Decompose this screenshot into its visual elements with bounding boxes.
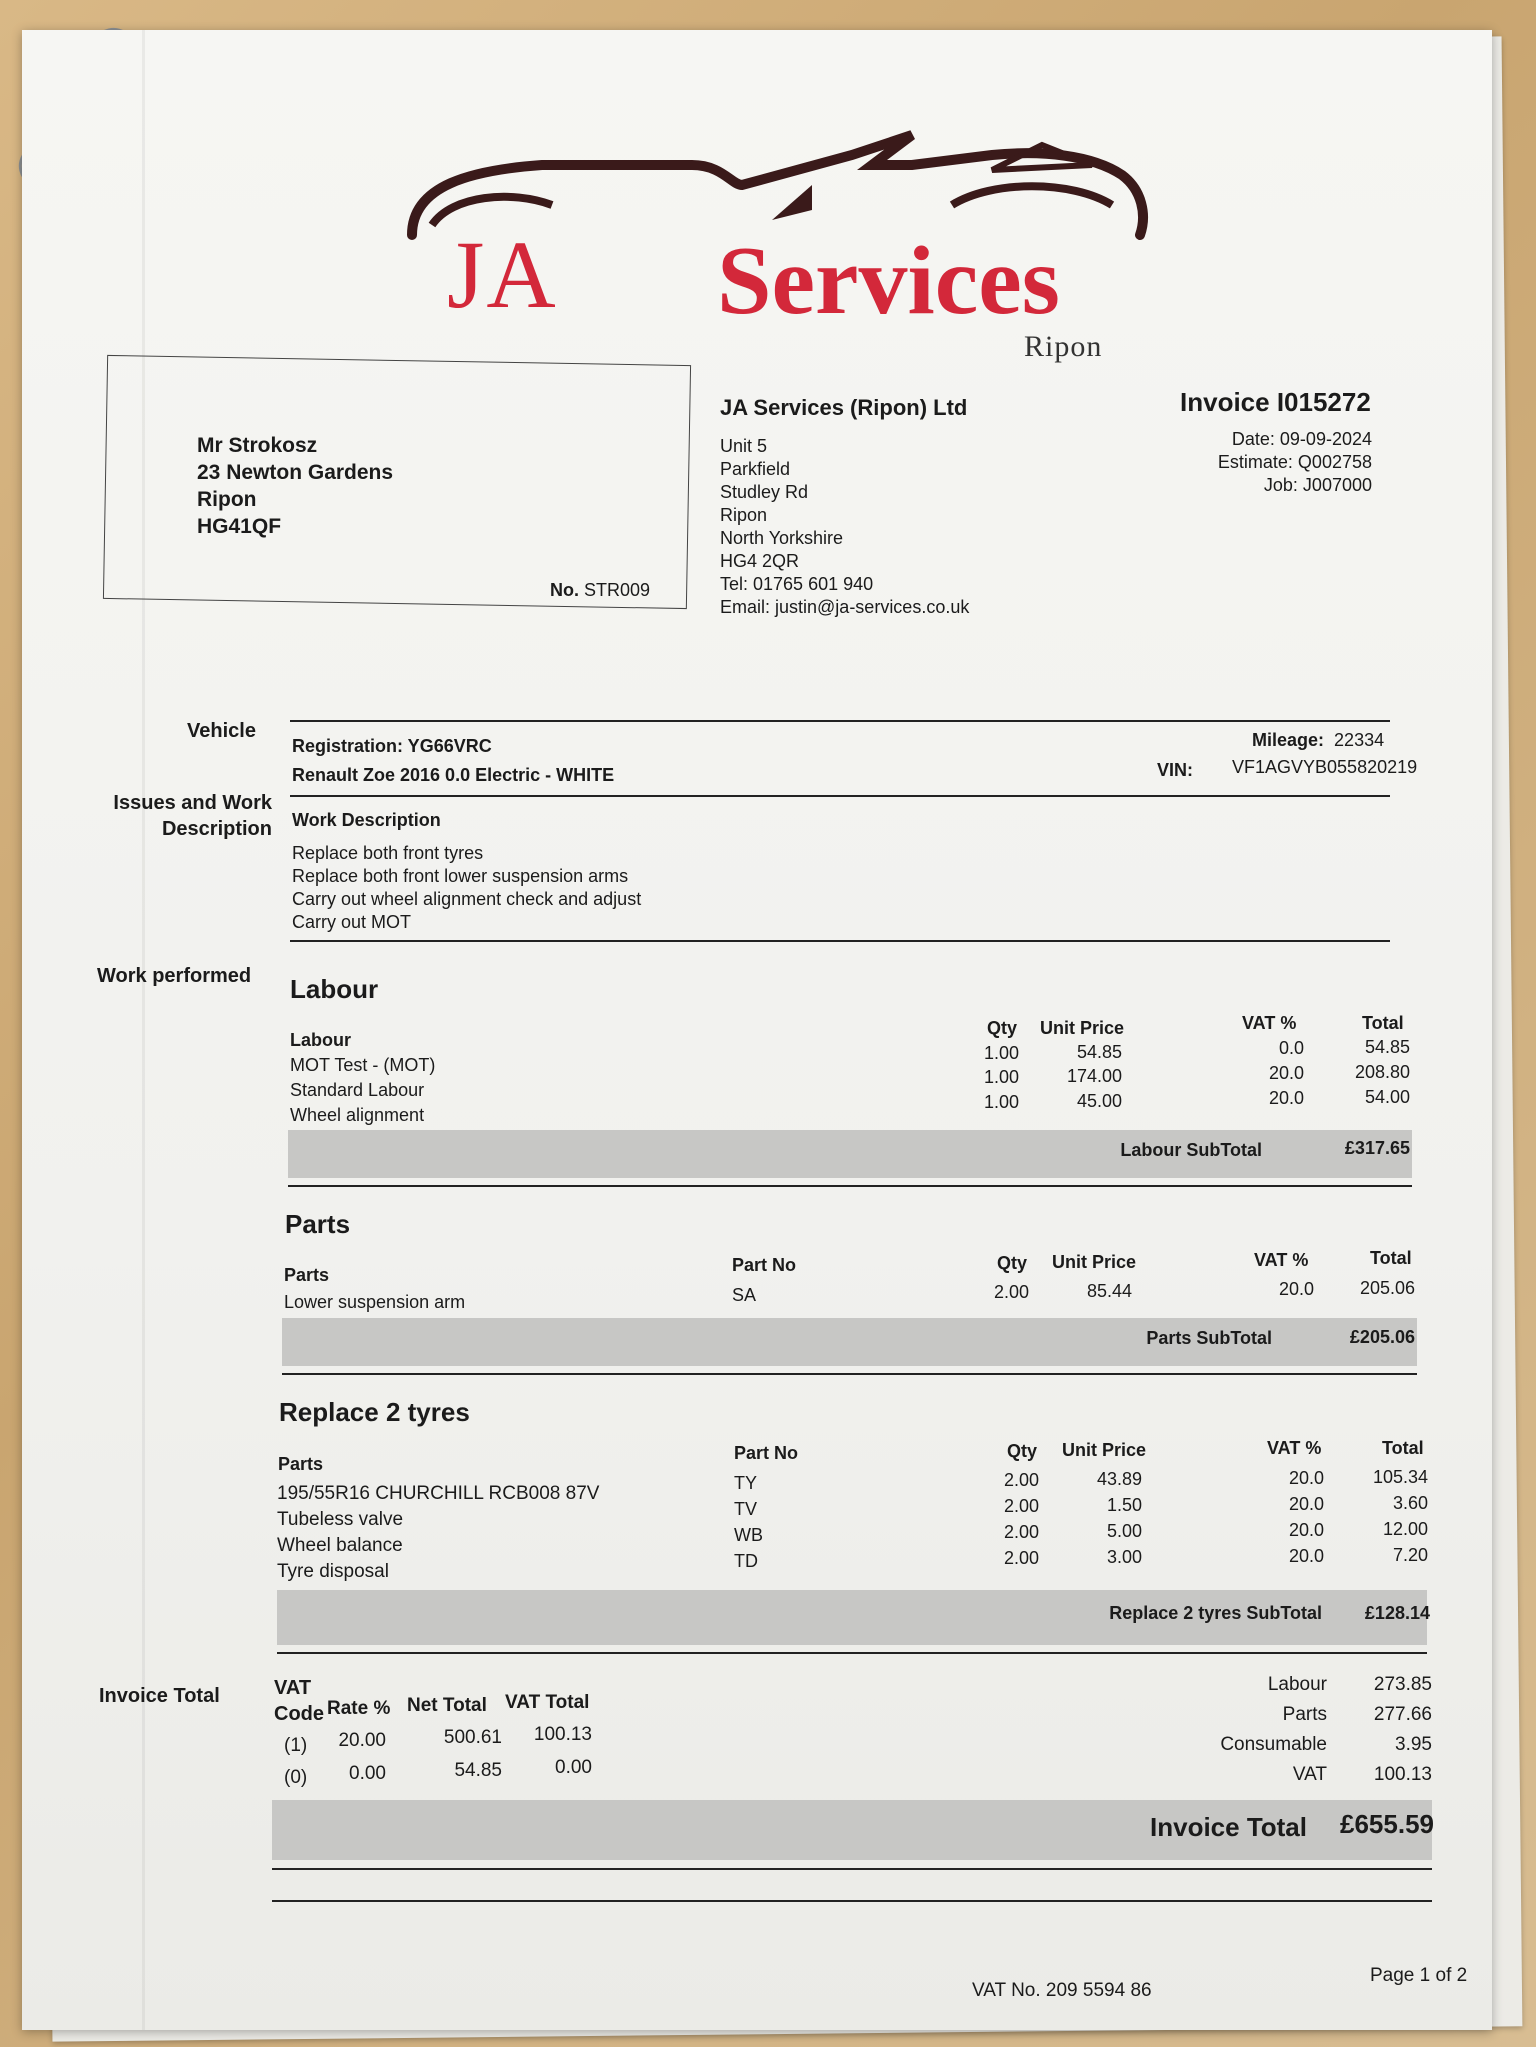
tyres-row-partno: TD xyxy=(734,1551,758,1571)
invoice-total-section-label: Invoice Total xyxy=(99,1685,220,1707)
invoice-sheet xyxy=(22,30,1492,2030)
tyres-row-price: 5.00 xyxy=(1106,1521,1142,1541)
parts-col-price: Unit Price xyxy=(1052,1252,1137,1272)
divider xyxy=(288,1185,1412,1187)
invoice-job: Job: J007000 xyxy=(1263,475,1372,495)
tyres-col-price: Unit Price xyxy=(1062,1440,1147,1460)
issues-section-label xyxy=(82,790,272,842)
company-phone: Tel: 01765 601 940 xyxy=(720,574,874,594)
divider xyxy=(290,940,1390,942)
labour-subtotal-label: Labour SubTotal xyxy=(1120,1140,1262,1160)
company-name: JA Services (Ripon) Ltd xyxy=(720,395,968,420)
vat-row-code: (0) xyxy=(284,1767,308,1788)
summary-label: Consumable xyxy=(1220,1734,1327,1755)
work-description-item: Carry out wheel alignment check and adjust xyxy=(292,889,642,909)
labour-col-total: Total xyxy=(1362,1013,1404,1033)
issues-label-line: Issues and Work xyxy=(113,792,272,814)
tyres-row-partno: TV xyxy=(734,1499,758,1519)
parts-row-qty: 2.00 xyxy=(994,1282,1030,1302)
tyres-col-item: Parts xyxy=(278,1454,324,1474)
labour-row-vat: 0.0 xyxy=(1278,1038,1304,1058)
company-line: North Yorkshire xyxy=(720,528,844,548)
parts-subtotal-label: Parts SubTotal xyxy=(1146,1328,1272,1348)
parts-col-vat: VAT % xyxy=(1254,1250,1309,1270)
tyres-row-qty: 2.00 xyxy=(1004,1496,1040,1516)
customer-address xyxy=(197,432,393,540)
vat-code-head-line: VAT xyxy=(274,1677,312,1699)
tyres-col-qty: Qty xyxy=(1007,1441,1038,1461)
work-description-item: Replace both front lower suspension arms xyxy=(292,866,629,886)
parts-row-total: 205.06 xyxy=(1359,1278,1415,1298)
vehicle-registration: Registration: YG66VRC xyxy=(292,736,492,756)
invoice-total-label: Invoice Total xyxy=(1150,1812,1307,1842)
tyres-col-partno: Part No xyxy=(734,1443,799,1463)
tyres-row-total: 7.20 xyxy=(1392,1545,1428,1565)
labour-row-price: 54.85 xyxy=(1076,1042,1122,1062)
work-description-item: Replace both front tyres xyxy=(292,843,484,863)
labour-row-item: Wheel alignment xyxy=(290,1105,425,1125)
parts-row-vat: 20.0 xyxy=(1278,1279,1314,1299)
customer-street: 23 Newton Gardens xyxy=(197,461,394,484)
vehicle-section-label: Vehicle xyxy=(187,720,256,742)
parts-col-partno: Part No xyxy=(732,1255,797,1275)
labour-row-vat: 20.0 xyxy=(1268,1088,1304,1108)
tyres-row-vat: 20.0 xyxy=(1288,1468,1324,1488)
customer-number-value: STR009 xyxy=(584,580,651,600)
divider xyxy=(282,1373,1417,1375)
labour-title: Labour xyxy=(290,974,379,1004)
invoice-date: Date: 09-09-2024 xyxy=(1231,429,1372,449)
page-number: Page 1 of 2 xyxy=(1370,1965,1468,1986)
vat-row-vat: 0.00 xyxy=(555,1757,592,1778)
labour-col-vat: VAT % xyxy=(1242,1013,1297,1033)
tyres-subtotal-value: £128.14 xyxy=(1364,1603,1430,1623)
labour-row-item: Standard Labour xyxy=(290,1080,425,1100)
company-line: Studley Rd xyxy=(720,482,809,502)
labour-row-price: 174.00 xyxy=(1066,1066,1122,1086)
vat-row-net: 500.61 xyxy=(443,1727,502,1748)
logo-ja: JA xyxy=(447,221,558,328)
fold-crease xyxy=(142,30,145,2030)
work-description-list xyxy=(292,842,641,934)
work-description-item: Carry out MOT xyxy=(292,912,412,932)
tyres-title: Replace 2 tyres xyxy=(279,1397,470,1427)
divider xyxy=(272,1868,1432,1870)
vehicle-model: Renault Zoe 2016 0.0 Electric - WHITE xyxy=(292,765,615,785)
tyres-row-item: Tubeless valve xyxy=(277,1509,404,1530)
labour-row-total: 208.80 xyxy=(1354,1062,1410,1082)
tyres-row-vat: 20.0 xyxy=(1288,1494,1324,1514)
divider xyxy=(277,1652,1427,1654)
parts-col-total: Total xyxy=(1370,1248,1412,1268)
vin-label: VIN: xyxy=(1157,760,1193,780)
invoice-total-value: £655.59 xyxy=(1340,1809,1434,1839)
vat-code-head xyxy=(274,1675,324,1727)
vin-value: VF1AGVYB055820219 xyxy=(1232,757,1418,777)
parts-subtotal-value: £205.06 xyxy=(1349,1327,1415,1347)
tyres-row-partno: WB xyxy=(734,1525,763,1545)
vehicle-mileage xyxy=(1252,730,1384,751)
parts-row-price: 85.44 xyxy=(1086,1281,1132,1301)
logo-location: Ripon xyxy=(1024,330,1103,363)
company-email: Email: justin@ja-services.co.uk xyxy=(720,597,970,617)
labour-row-total: 54.00 xyxy=(1364,1087,1410,1107)
labour-col-item: Labour xyxy=(290,1030,351,1050)
labour-row-item: MOT Test - (MOT) xyxy=(290,1055,436,1075)
tyres-row-total: 105.34 xyxy=(1372,1467,1428,1487)
labour-row-qty: 1.00 xyxy=(984,1043,1020,1063)
tyres-row-qty: 2.00 xyxy=(1004,1470,1040,1490)
vat-row-rate: 0.00 xyxy=(349,1763,386,1784)
summary-label: VAT xyxy=(1292,1764,1327,1785)
tyres-row-price: 3.00 xyxy=(1106,1547,1142,1567)
parts-col-qty: Qty xyxy=(997,1253,1028,1273)
company-address xyxy=(720,435,969,619)
logo-services: Services xyxy=(717,227,1060,335)
tyres-row-item: Tyre disposal xyxy=(277,1561,389,1582)
invoice-title: Invoice I015272 xyxy=(1180,387,1371,417)
labour-row-qty: 1.00 xyxy=(984,1067,1020,1087)
labour-col-price: Unit Price xyxy=(1040,1018,1125,1038)
customer-address-box xyxy=(103,355,691,609)
tyres-row-vat: 20.0 xyxy=(1288,1546,1324,1566)
vat-number: VAT No. 209 5594 86 xyxy=(972,1980,1152,2001)
work-description-heading: Work Description xyxy=(292,810,441,830)
vat-total-head: VAT Total xyxy=(505,1692,590,1713)
tyres-row-vat: 20.0 xyxy=(1288,1520,1324,1540)
divider xyxy=(290,795,1390,797)
customer-town: Ripon xyxy=(197,488,257,511)
tyres-row-total: 12.00 xyxy=(1382,1519,1428,1539)
parts-row-partno: SA xyxy=(732,1285,757,1305)
summary-label: Parts xyxy=(1282,1704,1327,1725)
divider xyxy=(290,720,1390,722)
labour-subtotal-value: £317.65 xyxy=(1344,1138,1410,1158)
tyres-row-price: 1.50 xyxy=(1106,1495,1142,1515)
tyres-row-item: Wheel balance xyxy=(277,1535,403,1556)
tyres-col-vat: VAT % xyxy=(1267,1438,1322,1458)
customer-number xyxy=(550,580,650,601)
tyres-subtotal-label: Replace 2 tyres SubTotal xyxy=(1109,1603,1322,1623)
work-performed-label: Work performed xyxy=(97,965,252,987)
tyres-row-qty: 2.00 xyxy=(1004,1548,1040,1568)
customer-name: Mr Strokosz xyxy=(197,434,318,457)
vat-row-code: (1) xyxy=(284,1735,308,1756)
labour-row-vat: 20.0 xyxy=(1268,1063,1304,1083)
tyres-row-item: 195/55R16 CHURCHILL RCB008 87V xyxy=(277,1483,600,1504)
labour-col-qty: Qty xyxy=(987,1018,1018,1038)
tyres-col-total: Total xyxy=(1382,1438,1424,1458)
summary-value: 277.66 xyxy=(1373,1704,1432,1725)
customer-postcode: HG41QF xyxy=(197,515,282,538)
tyres-row-total: 3.60 xyxy=(1392,1493,1428,1513)
vat-row-net: 54.85 xyxy=(454,1760,502,1781)
issues-label-line: Description xyxy=(161,818,272,840)
summary-value: 273.85 xyxy=(1373,1674,1432,1695)
vat-row-rate: 20.00 xyxy=(338,1730,386,1751)
mileage-label: Mileage: xyxy=(1252,730,1325,750)
summary-value: 3.95 xyxy=(1395,1734,1432,1755)
net-total-head: Net Total xyxy=(407,1695,487,1716)
tyres-row-price: 43.89 xyxy=(1096,1469,1142,1489)
summary-value: 100.13 xyxy=(1373,1764,1432,1785)
invoice-meta xyxy=(1192,428,1372,497)
mileage-value: 22334 xyxy=(1334,730,1385,750)
parts-row-item: Lower suspension arm xyxy=(284,1292,466,1312)
company-line: HG4 2QR xyxy=(720,551,800,571)
rate-head: Rate % xyxy=(327,1698,391,1719)
parts-title: Parts xyxy=(285,1209,351,1239)
labour-row-qty: 1.00 xyxy=(984,1092,1020,1112)
company-line: Parkfield xyxy=(720,459,791,479)
divider xyxy=(272,1900,1432,1902)
summary-label: Labour xyxy=(1267,1674,1327,1695)
tyres-row-partno: TY xyxy=(734,1473,758,1493)
summary-values xyxy=(1342,1670,1432,1790)
labour-row-price: 45.00 xyxy=(1076,1091,1122,1111)
company-line: Unit 5 xyxy=(720,436,768,456)
vat-code-head-line: Code xyxy=(274,1703,324,1725)
parts-col-item: Parts xyxy=(284,1265,330,1285)
customer-number-label: No. xyxy=(550,580,579,600)
invoice-estimate: Estimate: Q002758 xyxy=(1217,452,1372,472)
labour-row-total: 54.85 xyxy=(1364,1037,1410,1057)
tyres-row-qty: 2.00 xyxy=(1004,1522,1040,1542)
vat-row-vat: 100.13 xyxy=(533,1724,592,1745)
company-line: Ripon xyxy=(720,505,768,525)
summary-labels xyxy=(1122,1670,1327,1790)
